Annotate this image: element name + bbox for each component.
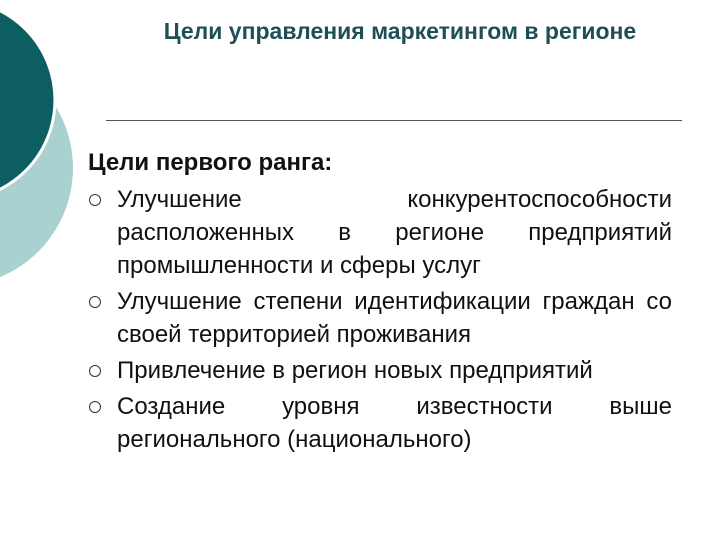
bullet-item bbox=[88, 354, 672, 387]
page-title: Цели управления маркетингом в регионе bbox=[163, 18, 637, 44]
title-divider bbox=[106, 120, 682, 121]
bullet-text: Создание уровня известности выше регионального (национального) bbox=[117, 393, 672, 453]
bullet-item bbox=[88, 390, 672, 456]
bullet-text: Улучшение конкурентоспособности расположенных в регионе предприятий промышленности и сферы услуг bbox=[117, 186, 672, 279]
content-area bbox=[88, 145, 672, 459]
bullet-text: Привлечение в регион новых предприятий bbox=[117, 357, 593, 384]
section-heading: Цели первого ранга: bbox=[88, 149, 333, 176]
bullet-item bbox=[88, 183, 672, 282]
bullet-circle-icon bbox=[89, 365, 101, 377]
bullet-circle-icon bbox=[89, 401, 101, 413]
bullet-list bbox=[88, 183, 672, 456]
bullet-text: Улучшение степени идентификации граждан со своей территорией проживания bbox=[117, 288, 672, 348]
bullet-circle-icon bbox=[89, 194, 101, 206]
bullet-circle-icon bbox=[89, 296, 101, 308]
bullet-item bbox=[88, 285, 672, 351]
